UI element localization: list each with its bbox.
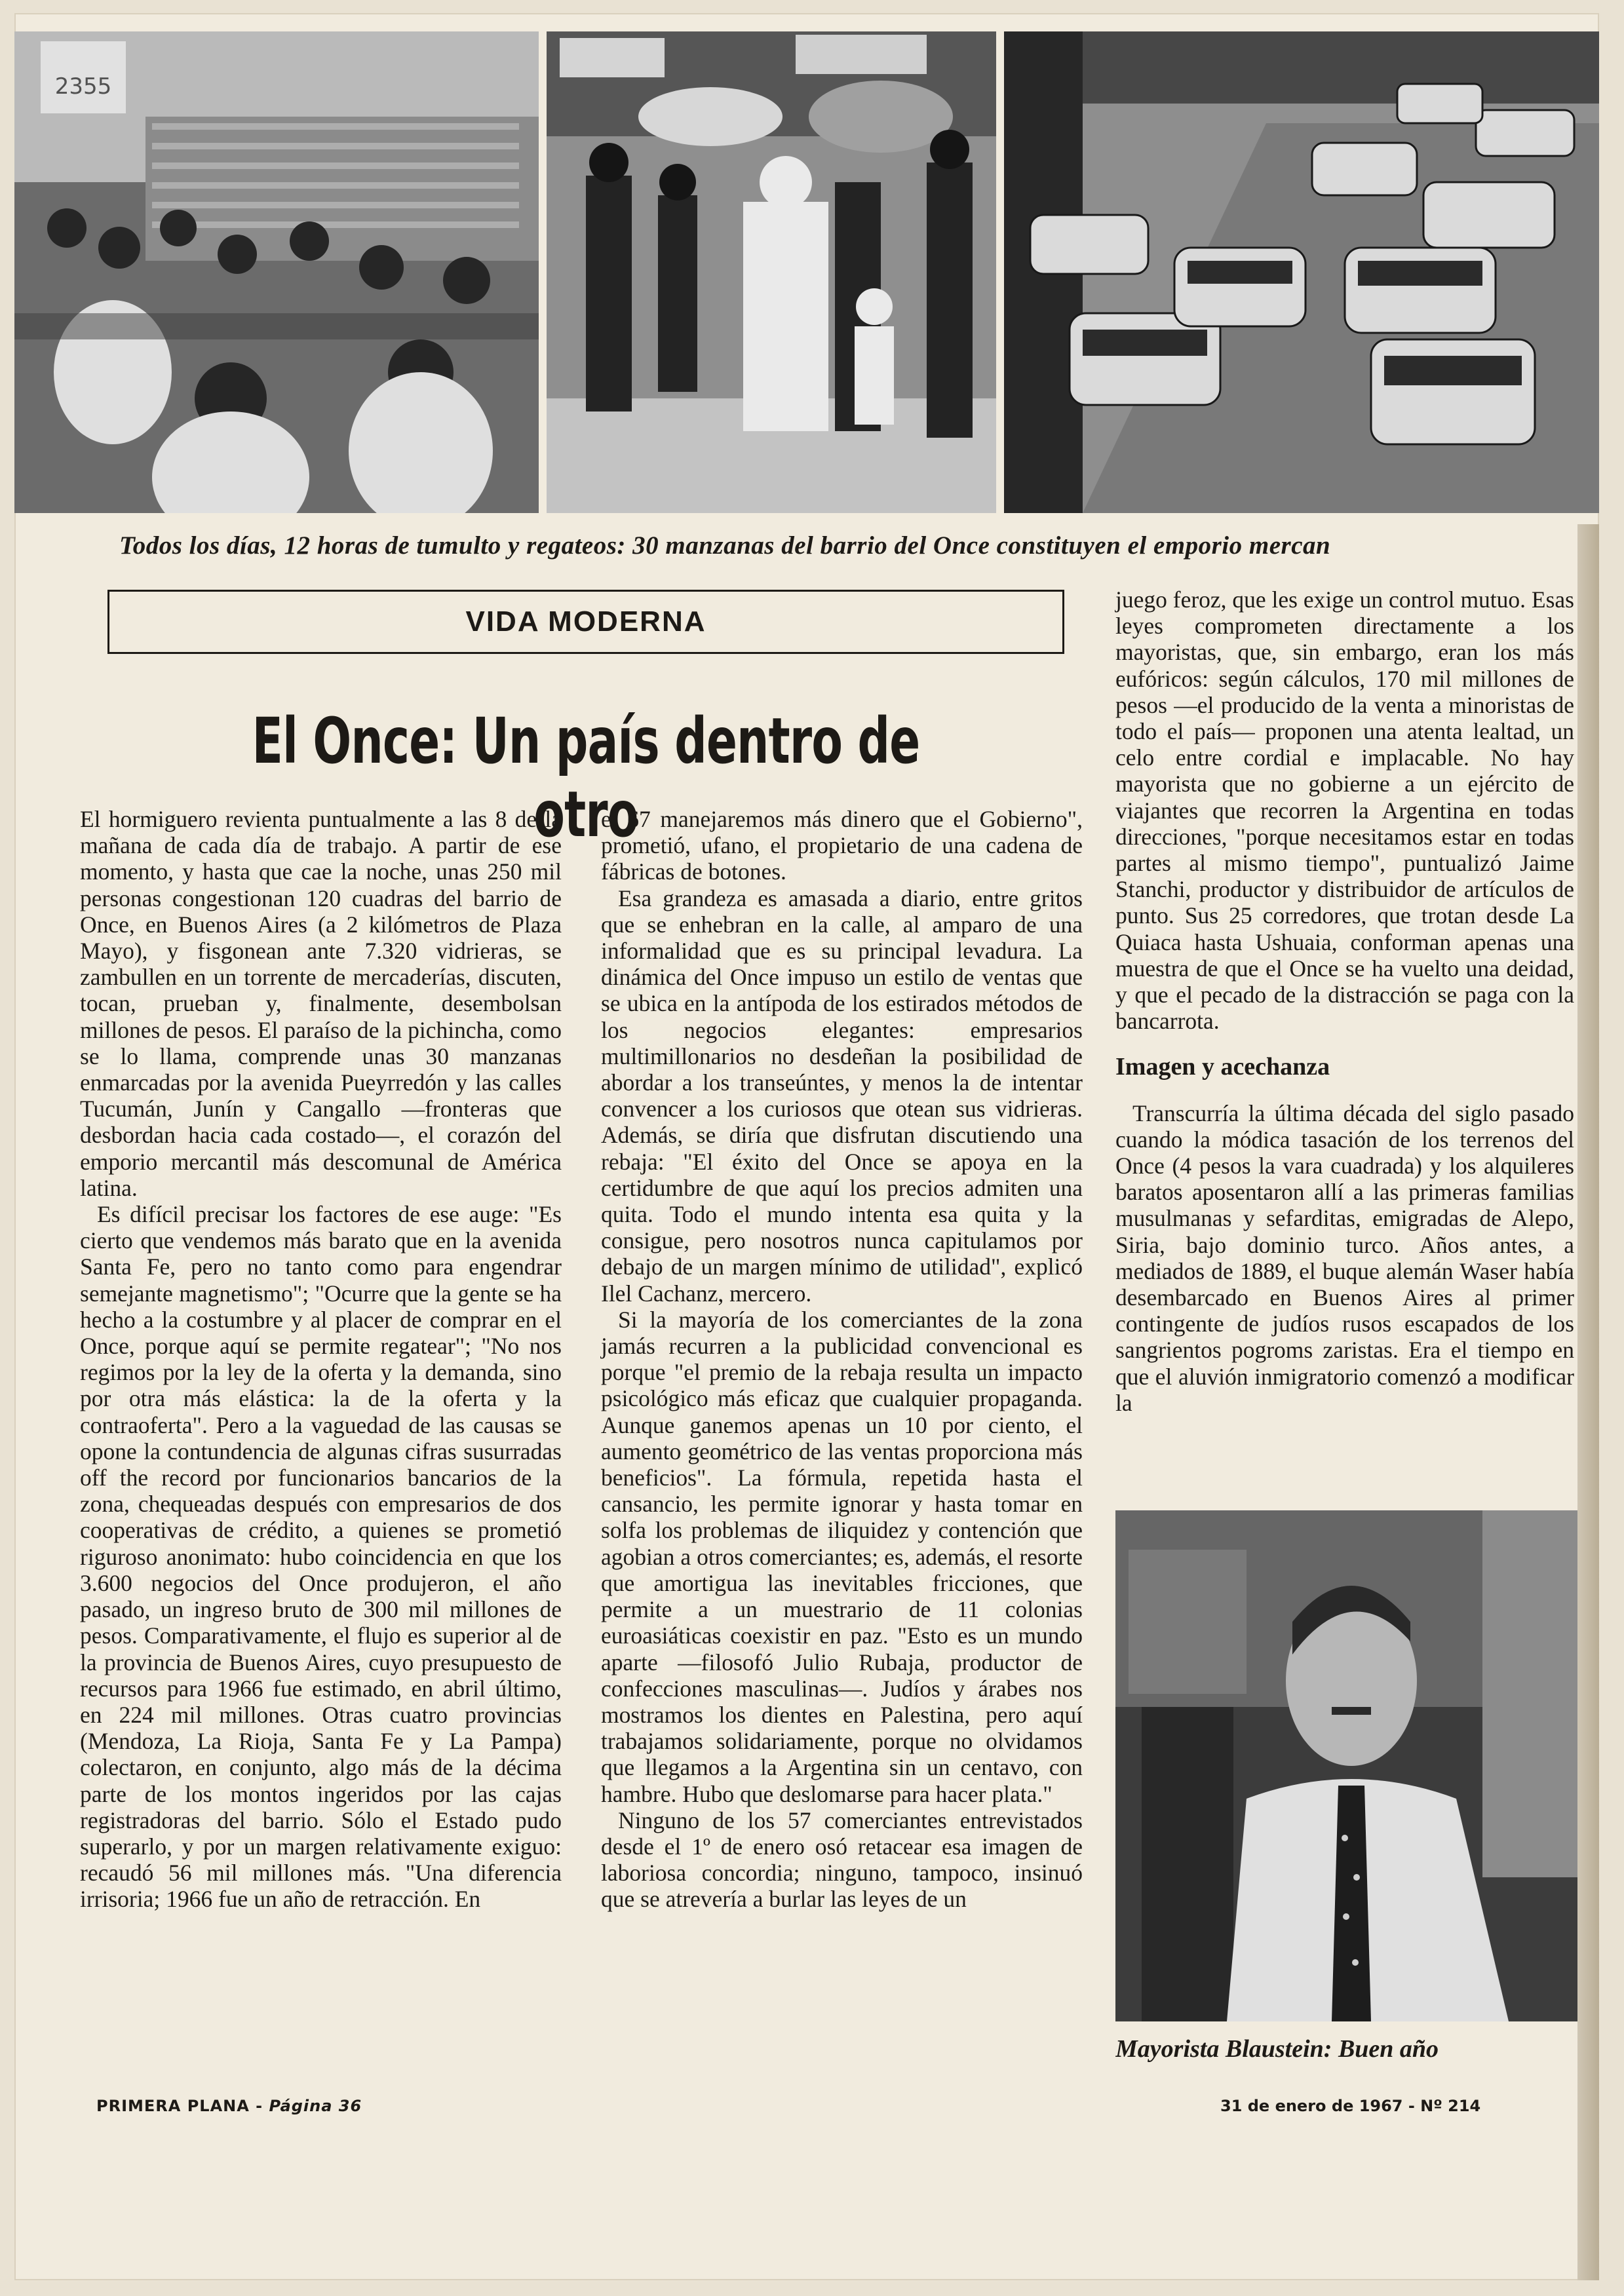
section-box xyxy=(107,590,1064,654)
photo-street-crowd xyxy=(547,31,996,513)
page-fold-edge xyxy=(1577,524,1599,2280)
headline: El Once: Un país dentro de otro xyxy=(252,704,920,851)
subheading: Imagen y acechanza xyxy=(1115,1053,1330,1081)
shop-sign-number: 2355 xyxy=(54,73,112,100)
column-2 xyxy=(601,806,1083,1913)
magazine-page xyxy=(14,13,1599,2280)
footer-page-number: Página 36 xyxy=(269,2097,362,2115)
photo-caption-right: Mayorista Blaustein: Buen año xyxy=(1115,2035,1439,2063)
paragraph: juego feroz, que les exige un control mutuo. Esas leyes comprometen directamente a los mayoristas, que, sin embargo, eran los más eufóricos: según cálculos, 170 mil millones de pesos —el producido de la venta a minoristas de todo el país— proponen una atenta lealtad, un celo entre cordial e implacable. No hay mayorista que no gobierne a un ejército de viajantes que recorren la Argentina en todas direcciones, "porque necesitamos estar en todas partes al mismo tiempo", puntualizó Jaime Stanchi, productor y distribuidor de artículos de punto. Sus 25 corredores, que trotan desde La Quiaca hasta Ushuaia, conforman apenas una muestra de que el Once se ha vuelto una deidad, y que el pecado de la distracción se paga con la bancarrota. xyxy=(1115,586,1574,1035)
footer-date-issue: 31 de enero de 1967 - Nº 214 xyxy=(1220,2097,1481,2115)
photo-traffic xyxy=(1004,31,1599,513)
footer-magazine-name: PRIMERA PLANA xyxy=(96,2097,250,2115)
paragraph: el 67 manejaremos más dinero que el Gobierno", prometió, ufano, el propietario de una cadena de fábricas de botones. xyxy=(601,806,1083,885)
paragraph: El hormiguero revienta puntualmente a las 8 de la mañana de cada día de trabajo. A partir de ese momento, y hasta que cae la noche, unas 250 mil personas congestionan 120 cuadras del barrio de Once, en Buenos Aires (a 2 kilómetros de Plaza Mayo), y fisgonean ante 7.320 vidrieras, se zambullen en un torrente de mercaderías, discuten, tocan, prueban y, finalmente, desembolsan millones de pesos. El paraíso de la pichincha, como se lo llama, comprende unas 30 manzanas enmarcadas por la avenida Pueyrredón y las calles Tucumán, Junín y Cangallo —fronteras que desbordan hacia cada costado—, el corazón del emporio mercantil más descomunal de América latina. xyxy=(80,806,562,1201)
paragraph: Si la mayoría de los comerciantes de la zona jamás recurren a la publicidad convencional es porque "el premio de la rebaja resulta un impacto psicológico más eficaz que cualquier propaganda. Aunque ganemos apenas un 10 por ciento, el aumento geométrico de las ventas proporciona más beneficios". La fórmula, repetida hasta el cansancio, les permite ignorar y hasta tomar en solfa los problemas de iliquidez y contención que agobian a otros comerciantes; es, además, el resorte que amortigua las inevitables fricciones, que permite a un muestrario de 11 colonias euroasiáticas coexistir en paz. "Esto es un mundo aparte —filosofó Julio Rubaja, productor de confecciones masculinas—. Judíos y árabes nos mostramos los dientes en Palestina, pero aquí trabajamos solidariamente, porque no olvidamos que llegamos a la Argentina sin un centavo, con hambre. Hubo que deslomarse para hacer plata." xyxy=(601,1306,1083,1807)
section-title: VIDA MODERNA xyxy=(465,605,706,638)
column-1 xyxy=(80,806,562,1913)
photo-caption-top: Todos los días, 12 horas de tumulto y regateos: 30 manzanas del barrio del Once constituyen el emporio mercan xyxy=(119,531,1331,560)
paragraph: Ninguno de los 57 comerciantes entrevistados desde el 1º de enero osó retacear esa imagen de laboriosa concordia; ninguno, tampoco, insinuó que se atrevería a burlar las leyes de un xyxy=(601,1807,1083,1913)
footer-publication xyxy=(96,2097,362,2115)
column-3 xyxy=(1115,586,1574,1416)
photo-shop-interior xyxy=(14,31,539,513)
paragraph: Esa grandeza es amasada a diario, entre gritos que se enhebran en la calle, al amparo de una informalidad que es su principal levadura. La dinámica del Once impuso un estilo de ventas que se ubica en la antípoda de los estirados métodos de los negocios elegantes: empresarios multimillonarios no desdeñan la posibilidad de abordar a los transeúntes, y menos la de intentar convencer a los curiosos que otean sus vidrieras. Además, se diría que disfrutan discutiendo una rebaja: "El éxito del Once se apoya en la certidumbre de que aquí los precios admiten una quita. Todo el mundo intenta esa quita y la consigue, pero nosotros nunca capitulamos por debajo de un margen mínimo de utilidad", explicó Ilel Cachanz, mercero. xyxy=(601,885,1083,1307)
footer-separator: - xyxy=(256,2097,269,2115)
paragraph: Transcurría la última década del siglo pasado cuando la módica tasación de los terrenos del Once (4 pesos la vara cuadrada) y los alquileres baratos aposentaron allí a las primeras familias musulmanas y sefarditas, emigradas de Alepo, Siria, bajo dominio turco. Años antes, a mediados de 1889, el buque alemán Waser había desembarcado en Buenos Aires al primer contingente de judíos rusos escapados de los sangrientos pogroms zaristas. Era el tiempo en que el aluvión inmigratorio comenzó a modificar la xyxy=(1115,1100,1574,1416)
photo-portrait-blaustein xyxy=(1115,1510,1599,2021)
paragraph: Es difícil precisar los factores de ese auge: "Es cierto que vendemos más barato que en la avenida Santa Fe, pero no tanto como para engendrar semejante magnetismo"; "Ocurre que la gente se ha hecho a la costumbre y al placer de comprar en el Once, porque aquí se permite regatear"; "No nos regimos por la ley de la oferta y la demanda, sino por otra más elástica: la de la oferta y la contraoferta". Pero a la vaguedad de las causas se opone la contundencia de algunas cifras susurradas off the record por funcionarios bancarios de la zona, chequeadas después con empresarios de dos cooperativas de crédito, a quienes se prometió riguroso anonimato: hubo coincidencia en que los 3.600 negocios del Once produjeron, el año pasado, un ingreso bruto de 300 mil millones de pesos. Comparativamente, el flujo es superior al de la provincia de Buenos Aires, cuyo presupuesto de recursos para 1966 fue estimado, en abril último, en 224 mil millones. Otras cuatro provincias (Mendoza, La Rioja, Santa Fe y La Pampa) colectaron, en conjunto, algo más de la décima parte de los montos ingeridos por las cajas registradoras del barrio. Sólo el Estado pudo superarlo, y por un margen relativamente exiguo: recaudó 56 mil millones más. "Una diferencia irrisoria; 1966 fue un año de retracción. En xyxy=(80,1201,562,1913)
